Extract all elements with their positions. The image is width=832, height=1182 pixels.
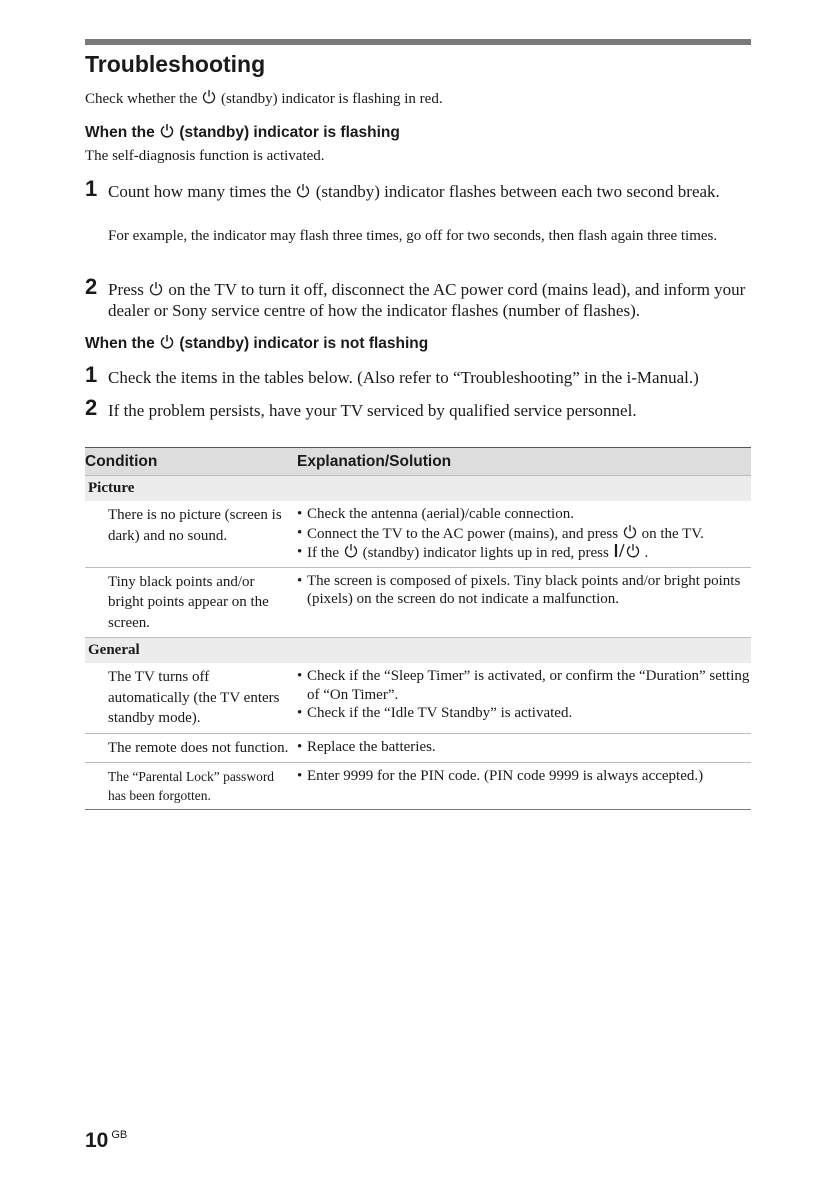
page-number-value: 10 [85, 1129, 109, 1152]
intro-after: (standby) indicator is flashing in red. [220, 91, 443, 107]
power-standby-icon [202, 89, 216, 104]
bullet-text: If the [307, 545, 340, 561]
solution-bullet: • Enter 9999 for the PIN code. (PIN code 9999 is always accepted.) [297, 767, 751, 786]
column-header-condition: Condition [85, 448, 297, 476]
step-number: 2 [85, 395, 98, 420]
step-count-after: (standby) indicator flashes between each two second break. [315, 182, 720, 201]
page-region-code: GB [111, 1129, 128, 1141]
section-general: General [85, 638, 751, 664]
table-row [85, 763, 751, 810]
solution-cell [297, 763, 751, 810]
page-title: Troubleshooting [85, 51, 266, 77]
power-standby-icon [160, 334, 174, 349]
power-standby-icon [296, 183, 310, 198]
solution-bullet [297, 543, 751, 563]
step-count-flashes [108, 181, 753, 202]
power-onoff-icon [614, 543, 644, 558]
solution-cell [297, 567, 751, 638]
power-standby-icon [149, 281, 163, 296]
heading-flashing [85, 123, 400, 142]
solution-cell [297, 663, 751, 733]
solution-bullet: • Check if the “Sleep Timer” is activated, or confirm the “Duration” setting of “On Timer”. [297, 667, 751, 704]
step-number: 2 [85, 274, 98, 299]
condition-cell: Tiny black points and/or bright points appear on the screen. [85, 567, 297, 638]
condition-cell: The remote does not function. [85, 733, 297, 763]
page-number [85, 1129, 127, 1153]
heading-not-flashing-after: (standby) indicator is not flashing [179, 335, 429, 352]
condition-cell: There is no picture (screen is dark) and no sound. [85, 501, 297, 567]
step-service: If the problem persists, have your TV serviced by qualified service personnel. [108, 401, 637, 420]
self-diagnosis-text: The self-diagnosis function is activated. [85, 148, 325, 164]
power-standby-icon [160, 123, 174, 138]
solution-bullet: • Check if the “Idle TV Standby” is activated. [297, 704, 751, 723]
intro-text [85, 89, 443, 108]
table-row [85, 567, 751, 638]
column-header-solution: Explanation/Solution [297, 448, 751, 476]
solution-bullet [297, 524, 751, 544]
solution-cell [297, 733, 751, 763]
intro-before: Check whether the [85, 91, 198, 107]
table-row [85, 733, 751, 763]
step-press-power [108, 279, 753, 321]
bullet-text: Connect the TV to the AC power (mains), and press [307, 525, 619, 542]
top-rule [85, 39, 751, 45]
power-standby-icon [344, 543, 358, 558]
table-row [85, 501, 751, 567]
power-standby-icon [623, 524, 637, 539]
solution-cell [297, 501, 751, 567]
solution-bullet: • The screen is composed of pixels. Tiny black points and/or bright points (pixels) on the screen do not indicate a malfunction. [297, 572, 751, 609]
bullet-text: . [644, 545, 649, 561]
condition-cell: The TV turns off automatically (the TV enters standby mode). [85, 663, 297, 733]
step-number: 1 [85, 362, 98, 387]
solution-bullet: • Check the antenna (aerial)/cable connection. [297, 505, 751, 524]
step-number: 1 [85, 176, 98, 201]
table-row [85, 663, 751, 733]
troubleshooting-table [85, 447, 751, 810]
step-press-before: Press [108, 280, 144, 299]
step-check-tables: Check the items in the tables below. (Also refer to “Troubleshooting” in the i-Manual.) [108, 368, 699, 387]
bullet-text: (standby) indicator lights up in red, press [362, 545, 609, 561]
heading-not-flashing [85, 334, 428, 353]
step-example-note: For example, the indicator may flash three times, go off for two seconds, then flash again three times. [108, 228, 718, 244]
condition-cell: The “Parental Lock” password has been forgotten. [85, 763, 297, 810]
step-count-before: Count how many times the [108, 182, 292, 201]
bullet-text: on the TV. [641, 525, 704, 542]
solution-bullet: • Replace the batteries. [297, 738, 751, 757]
section-picture: Picture [85, 476, 751, 502]
heading-not-flashing-before: When the [85, 335, 155, 352]
step-press-after: on the TV to turn it off, disconnect the AC power cord (mains lead), and inform your dealer or Sony service centre of how the indicator flashes (number of flashes). [108, 280, 746, 320]
heading-flashing-after: (standby) indicator is flashing [179, 124, 400, 141]
heading-flashing-before: When the [85, 124, 155, 141]
